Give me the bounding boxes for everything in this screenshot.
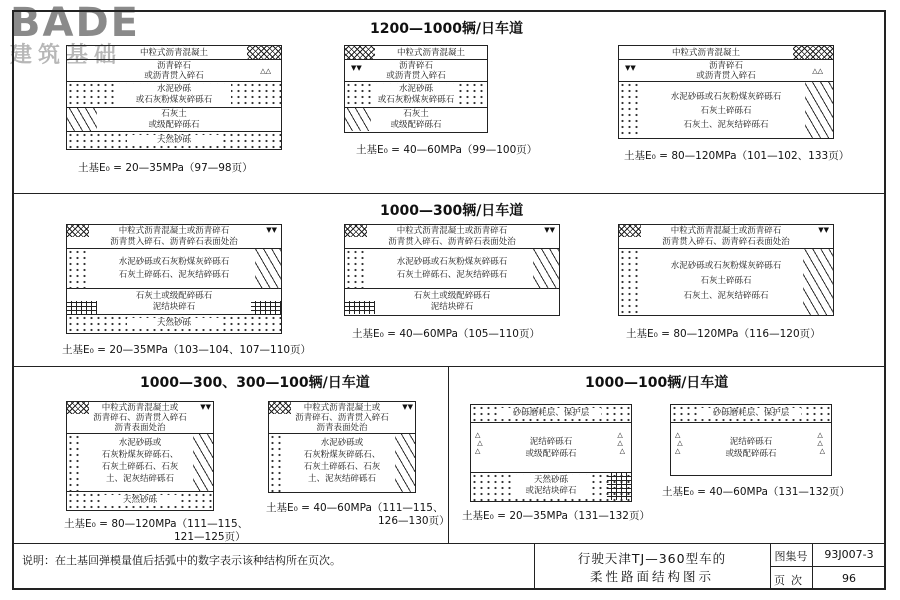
section-title-3: 1000—300、300—100辆/日车道 <box>140 375 370 391</box>
layer-base-upper: 沥青碎石 或沥青贯入碎石 △△ <box>67 60 281 82</box>
diagram-3-caption: 土基E₀ = 80—120MPa（101—102、133页） <box>624 150 850 162</box>
pavement-diagram-4 <box>66 224 282 334</box>
row-divider-3 <box>12 543 886 544</box>
drawing-title-line2: 柔性路面结构图示 <box>589 569 714 584</box>
atlas-number-value: 93J007-3 <box>824 548 874 561</box>
note-text: 说明：在土基回弹模量值后括弧中的数字表示该种结构所在页次。 <box>22 554 341 567</box>
layer-base: 水泥砂砾 或石灰粉煤灰碎砾石 <box>67 82 281 108</box>
diagram-8-caption-line1: 土基E₀ = 40—60MPa（111—115、 <box>266 502 444 514</box>
layer-subbase: 石灰土或级配碎砾石 泥结块碎石 <box>345 289 559 315</box>
diagram-9-caption: 土基E₀ = 20—35MPa（131—132页） <box>462 510 650 522</box>
logo-main-text: BADE <box>10 0 140 46</box>
diagram-4-caption: 土基E₀ = 20—35MPa（103—104、107—110页） <box>62 344 312 356</box>
row-divider-1 <box>12 193 886 194</box>
pavement-diagram-2 <box>344 45 488 133</box>
layer-base: △ △ △ △ △ △ 泥结碎砾石 或级配碎砾石 <box>471 423 631 473</box>
diagram-7-caption-line1: 土基E₀ = 80—120MPa（111—115、 <box>64 518 249 530</box>
layer-subbase: 石灰土 或级配碎砾石 <box>67 108 281 132</box>
pavement-diagram-1 <box>66 45 282 150</box>
pavement-diagram-6 <box>618 224 834 316</box>
layer-surface: 中粒式沥青混凝土 <box>345 46 487 60</box>
drawing-title-line1: 行驶天津TJ—360型车的 <box>577 551 727 566</box>
layer-base-upper: ▼▼ 沥青碎石 或沥青贯入碎石 <box>345 60 487 82</box>
layer-surface: 中粒式沥青混凝土 <box>67 46 281 60</box>
page-number: 96 <box>842 572 856 585</box>
diagram-6-caption: 土基E₀ = 80—120MPa（116—120页） <box>626 328 821 340</box>
row-divider-2 <box>12 366 886 367</box>
layer-natural-gravel: 天然砂砾 <box>67 315 281 333</box>
layer-base: 水泥砂砾或石灰粉煤灰碎砾石 石灰土碎砾石 石灰土、泥灰结碎砾石 <box>619 82 833 138</box>
layer-base-upper: ▼▼ 沥青碎石 或沥青贯入碎石 △△ <box>619 60 833 82</box>
diagram-5-caption: 土基E₀ = 40—60MPa（105—110页） <box>352 328 540 340</box>
pavement-diagram-9 <box>470 404 632 502</box>
layer-base: 水泥砂砾或 石灰粉煤灰碎砾石、 石灰土碎砾石、石灰 土、泥灰结碎砾石 <box>269 434 415 492</box>
pavement-diagram-7 <box>66 401 214 511</box>
layer-natural-gravel: 天然砂砾 <box>67 492 213 510</box>
pavement-diagram-3 <box>618 45 834 139</box>
section-title-2: 1000—300辆/日车道 <box>380 203 524 219</box>
diagram-8-caption-line2: 126—130页） <box>378 515 450 527</box>
layer-base: 水泥砂砾或石灰粉煤灰碎砾石 石灰土碎砾石 石灰土、泥灰结碎砾石 <box>619 249 833 315</box>
section-title-1: 1200—1000辆/日车道 <box>370 21 524 37</box>
layer-surface: ▼▼ 中粒式沥青混凝土或沥青碎石 沥青贯入碎石、沥青碎石表面处治 <box>345 225 559 249</box>
pavement-diagram-8 <box>268 401 416 493</box>
atlas-number-label: 图集号 <box>774 550 808 563</box>
layer-subbase: 天然砂砾 或泥结块碎石 <box>471 473 631 501</box>
layer-subbase: 石灰土或级配碎砾石 泥结块碎石 <box>67 289 281 315</box>
page-label: 页次 <box>774 574 808 587</box>
layer-base: 水泥砂砾或石灰粉煤灰碎砾石 石灰土碎砾石、泥灰结碎砾石 <box>67 249 281 289</box>
layer-base: 水泥砂砾 或石灰粉煤灰碎砾石 <box>345 82 487 108</box>
layer-base: 水泥砂砾或石灰粉煤灰碎砾石 石灰土碎砾石、泥灰结碎砾石 <box>345 249 559 289</box>
layer-surface: ▼▼ 中粒式沥青混凝土或沥青碎石 沥青贯入碎石、沥青碎石表面处治 <box>67 225 281 249</box>
logo-sub-text: 建筑基础 <box>10 43 123 68</box>
diagram-10-caption: 土基E₀ = 40—60MPa（131—132页） <box>662 486 850 498</box>
titleblock-divider-4 <box>770 566 886 567</box>
layer-natural-gravel: 天然砂砾 <box>67 132 281 149</box>
section-title-4: 1000—100辆/日车道 <box>585 375 729 391</box>
layer-wearing: 砂砾磨耗层、保护层 <box>671 405 831 423</box>
pavement-diagram-10 <box>670 404 832 476</box>
layer-wearing: 砂砾磨耗层、保护层 <box>471 405 631 423</box>
layer-surface: ▼▼ 中粒式沥青混凝土或沥青碎石 沥青贯入碎石、沥青碎石表面处治 <box>619 225 833 249</box>
layer-subbase: 石灰土 或级配碎砾石 <box>345 108 487 132</box>
layer-base: △ △ △ △ △ △ 泥结碎砾石 或级配碎砾石 <box>675 431 825 459</box>
diagram-7-caption-line2: 121—125页） <box>174 531 246 543</box>
pavement-diagram-5 <box>344 224 560 316</box>
layer-surface: ▼▼ 中粒式沥青混凝土或 沥青碎石、沥青贯入碎石 沥青表面处治 <box>269 402 415 434</box>
layer-base: 水泥砂砾或 石灰粉煤灰碎砾石、 石灰土碎砾石、石灰 土、泥灰结碎砾石 <box>67 434 213 492</box>
diagram-1-caption: 土基E₀ = 20—35MPa（97—98页） <box>78 162 253 174</box>
layer-surface: ▼▼ 中粒式沥青混凝土或 沥青碎石、沥青贯入碎石 沥青表面处治 <box>67 402 213 434</box>
layer-surface: 中粒式沥青混凝土 <box>619 46 833 60</box>
diagram-2-caption: 土基E₀ = 40—60MPa（99—100页） <box>356 144 538 156</box>
